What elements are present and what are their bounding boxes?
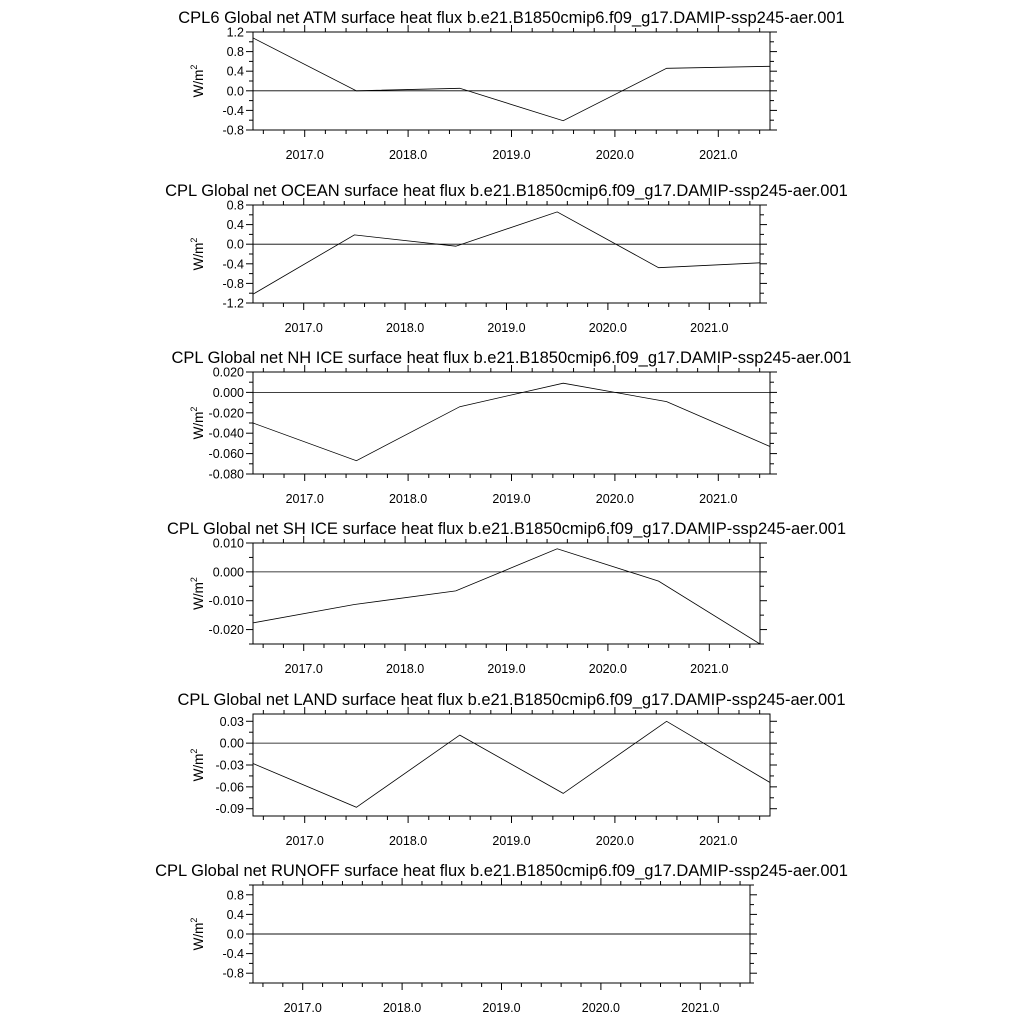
y-tick-label: -0.020 — [208, 623, 244, 638]
y-axis-label — [189, 65, 206, 98]
x-tick-label: 2021.0 — [699, 492, 738, 506]
y-tick-label: -0.8 — [222, 123, 244, 138]
y-tick-label: 0.4 — [226, 64, 244, 79]
y-tick-label: 0.8 — [226, 888, 244, 903]
chart-title: CPL Global net NH ICE surface heat flux b.e21.B1850cmip6.f09_g17.DAMIP-ssp245-aer.001 — [171, 349, 852, 367]
x-tick-label: 2018.0 — [385, 662, 425, 676]
x-tick-label: 2021.0 — [681, 1001, 720, 1015]
series-line — [253, 212, 760, 294]
y-axis-label — [189, 407, 206, 440]
x-tick-label: 2018.0 — [382, 1001, 422, 1015]
chart-title: CPL6 Global net ATM surface heat flux b.e21.B1850cmip6.f09_g17.DAMIP-ssp245-aer.001 — [178, 9, 845, 27]
y-axis-label-base: W/m — [191, 411, 206, 440]
y-tick-label: 1.2 — [226, 25, 244, 40]
x-tick-label: 2020.0 — [588, 321, 628, 335]
y-tick-label: -0.080 — [208, 467, 244, 482]
y-axis-label — [189, 918, 206, 951]
y-tick-label: -0.8 — [222, 276, 244, 291]
y-tick-label: -1.2 — [222, 296, 244, 311]
chart-panel-4 — [167, 520, 846, 676]
x-tick-label: 2019.0 — [492, 148, 531, 162]
series-line — [253, 383, 770, 461]
y-axis-label-sup: 2 — [189, 406, 199, 412]
x-tick-label: 2017.0 — [285, 492, 324, 506]
y-tick-label: -0.020 — [208, 406, 244, 421]
y-axis-label-sup: 2 — [189, 64, 199, 70]
y-tick-label: 0.8 — [226, 198, 244, 213]
y-tick-label: -0.4 — [222, 947, 244, 962]
y-tick-label: -0.09 — [215, 802, 244, 817]
x-tick-label: 2018.0 — [385, 321, 425, 335]
chart-title: CPL Global net OCEAN surface heat flux b.e21.B1850cmip6.f09_g17.DAMIP-ssp245-aer.001 — [165, 182, 848, 200]
chart-panel-6 — [155, 862, 848, 1015]
y-tick-label: 0.8 — [226, 45, 244, 60]
chart-panel-2 — [165, 182, 848, 335]
y-tick-label: -0.060 — [208, 447, 244, 462]
x-tick-label: 2019.0 — [487, 662, 526, 676]
x-tick-label: 2021.0 — [690, 662, 729, 676]
y-tick-label: -0.040 — [208, 426, 244, 441]
x-tick-label: 2017.0 — [284, 321, 323, 335]
y-axis-label-base: W/m — [191, 922, 206, 951]
chart-panel-3 — [172, 349, 852, 506]
y-axis-label-base: W/m — [191, 582, 206, 610]
x-tick-label: 2020.0 — [595, 834, 635, 848]
y-tick-label: -0.03 — [215, 758, 244, 773]
y-tick-label: 0.0 — [226, 237, 244, 252]
plot-frame — [253, 372, 770, 474]
y-axis-label-sup: 2 — [189, 917, 199, 923]
y-tick-label: -0.4 — [222, 257, 244, 272]
y-axis-label-base: W/m — [191, 242, 206, 271]
x-tick-label: 2017.0 — [285, 148, 324, 162]
plot-frame — [253, 543, 760, 644]
chart-title: CPL Global net LAND surface heat flux b.e21.B1850cmip6.f09_g17.DAMIP-ssp245-aer.001 — [177, 691, 846, 709]
plot-frame — [253, 32, 770, 130]
x-tick-label: 2017.0 — [285, 834, 324, 848]
chart-title: CPL Global net SH ICE surface heat flux b.e21.B1850cmip6.f09_g17.DAMIP-ssp245-aer.001 — [166, 520, 847, 538]
y-axis-label-sup: 2 — [189, 577, 199, 583]
y-tick-label: 0.00 — [219, 736, 244, 751]
x-tick-label: 2019.0 — [482, 1001, 521, 1015]
x-tick-label: 2018.0 — [388, 834, 428, 848]
y-tick-label: 0.03 — [219, 714, 244, 729]
x-tick-label: 2019.0 — [492, 834, 531, 848]
y-axis-label-sup: 2 — [189, 237, 199, 243]
x-tick-label: 2021.0 — [699, 148, 738, 162]
y-tick-label: 0.4 — [226, 907, 244, 922]
y-axis-label-base: W/m — [191, 69, 206, 98]
x-tick-label: 2017.0 — [283, 1001, 322, 1015]
x-tick-label: 2020.0 — [595, 148, 635, 162]
chart-title: CPL Global net RUNOFF surface heat flux b.e21.B1850cmip6.f09_g17.DAMIP-ssp245-aer.001 — [155, 862, 848, 880]
y-tick-label: 0.000 — [212, 565, 244, 580]
y-axis-label — [189, 238, 206, 271]
y-tick-label: 0.0 — [226, 927, 244, 942]
y-tick-label: 0.020 — [212, 365, 244, 380]
x-tick-label: 2018.0 — [388, 148, 428, 162]
series-line — [253, 721, 770, 807]
y-tick-label: -0.8 — [222, 966, 244, 981]
chart-panel-5 — [177, 691, 845, 848]
y-tick-label: -0.4 — [222, 103, 244, 118]
x-tick-label: 2020.0 — [588, 662, 628, 676]
x-tick-label: 2019.0 — [487, 321, 526, 335]
y-axis-label-sup: 2 — [189, 748, 199, 754]
x-tick-label: 2021.0 — [699, 834, 738, 848]
y-axis-label — [189, 577, 206, 610]
y-axis-label-base: W/m — [191, 753, 206, 782]
y-tick-label: 0.0 — [226, 84, 244, 99]
series-line — [253, 549, 760, 644]
plot-frame — [253, 205, 760, 303]
chart-panel-1 — [178, 9, 845, 162]
y-tick-label: -0.06 — [215, 780, 244, 795]
y-tick-label: 0.4 — [226, 218, 244, 233]
x-tick-label: 2017.0 — [284, 662, 323, 676]
x-tick-label: 2020.0 — [595, 492, 635, 506]
series-line — [253, 38, 770, 121]
x-tick-label: 2018.0 — [388, 492, 428, 506]
y-tick-label: -0.010 — [208, 594, 244, 609]
x-tick-label: 2021.0 — [690, 321, 729, 335]
y-tick-label: 0.000 — [212, 385, 244, 400]
plot-frame — [253, 714, 770, 816]
y-axis-label — [189, 749, 206, 782]
y-tick-label: 0.010 — [212, 536, 244, 551]
x-tick-label: 2020.0 — [581, 1001, 621, 1015]
x-tick-label: 2019.0 — [492, 492, 531, 506]
